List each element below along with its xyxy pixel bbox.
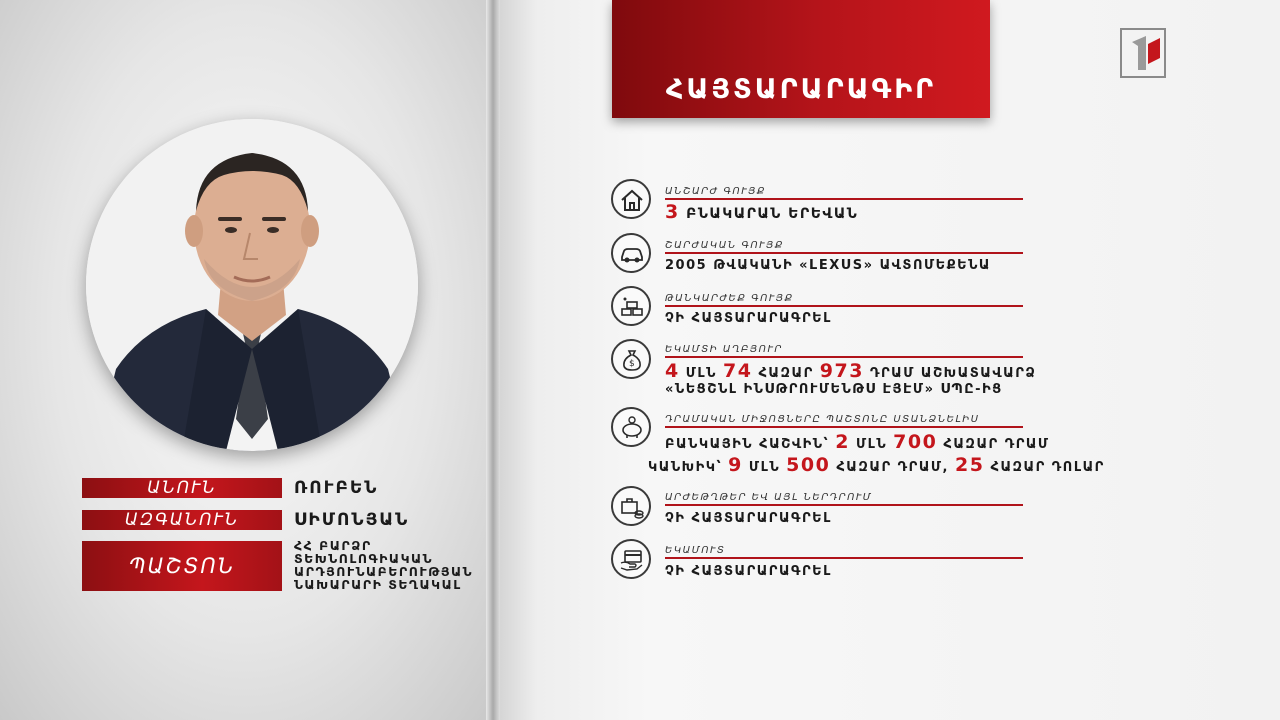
- value-text: ՀԱԶԱՐ ԴՐԱՄ: [937, 437, 1050, 452]
- item-divider: [665, 252, 1023, 254]
- value-text: ՀԱԶԱՐ ԴՈԼԱՐ: [984, 460, 1105, 475]
- item-label: ԱՐԺԵԹՂԹԵՐ ԵՎ ԱՅԼ ՆԵՐԴՐՈՒՄ: [665, 492, 873, 503]
- surname-value: ՍԻՄՈՆՅԱՆ: [294, 510, 410, 530]
- position-value: [294, 539, 473, 591]
- item-label: ԵԿԱՄՏԻ ԱՂԲՅՈՒՐ: [665, 344, 783, 355]
- value-text: ԿԱՆԽԻԿ՝: [648, 460, 729, 475]
- item-divider: [665, 504, 1023, 506]
- value-number: 500: [786, 454, 831, 476]
- item-label: ԱՆՇԱՐԺ ԳՈՒՅՔ: [665, 186, 766, 197]
- value-number: 25: [955, 454, 985, 476]
- value-number: 9: [728, 454, 743, 476]
- value-text: ՀԱԶԱՐ ԴՐԱՄ,: [830, 460, 955, 475]
- value-number: 2: [835, 431, 850, 453]
- page-fold: [486, 0, 500, 720]
- svg-text:$: $: [629, 359, 635, 369]
- name-label: ԱՆՈՒՆ: [82, 478, 282, 498]
- item-value: [665, 431, 1050, 453]
- value-text: ԲԱՆԿԱՅԻՆ ՀԱՇՎԻՆ՝: [665, 437, 836, 452]
- piggy-bank-icon: [611, 407, 651, 447]
- value-text: ԲՆԱԿԱՐԱՆ ԵՐԵՎԱՆ: [679, 206, 859, 222]
- briefcase-coins-icon: [611, 486, 651, 526]
- item-label: ԹԱՆԿԱՐԺԵՔ ԳՈՒՅՔ: [665, 293, 794, 304]
- portrait-photo: [86, 119, 418, 451]
- item-divider: [665, 198, 1023, 200]
- item-label: ՇԱՐԺԱԿԱՆ ԳՈՒՅՔ: [665, 240, 784, 251]
- card-hand-icon: [611, 539, 651, 579]
- item-value: ՉԻ ՀԱՅՏԱՐԱՐԱԳՐԵԼ: [665, 311, 832, 326]
- value-text: ՄԼՆ: [679, 366, 723, 381]
- gold-bars-icon: [611, 286, 651, 326]
- item-value-line2: [648, 454, 1105, 476]
- item-value-line2: «ՆԵՑՇՆԼ ԻՆՍԹՐՈՒՄԵՆԹՍ ԷՅԷՄ» ՍՊԸ-ԻՑ: [665, 382, 1003, 397]
- item-label: ԵԿԱՄՈՒՏ: [665, 545, 726, 556]
- value-number: 74: [722, 360, 753, 382]
- position-line: ԱՐԴՅՈՒՆԱԲԵՐՈՒԹՅԱՆ: [294, 564, 474, 579]
- item-label: ԴՐԱՄԱԿԱՆ ՄԻՋՈՑՆԵՐԸ ՊԱՇՏՈՆԸ ՍՏԱՆՁՆԵԼԻՍ: [665, 414, 980, 425]
- item-divider: [665, 557, 1023, 559]
- item-value: [665, 360, 1036, 382]
- item-divider: [665, 426, 1023, 428]
- value-number: 3: [665, 201, 680, 223]
- name-value: ՌՈՒԲԵՆ: [294, 478, 379, 498]
- value-number: 4: [665, 360, 680, 382]
- value-number: 700: [893, 431, 938, 453]
- item-value: ՉԻ ՀԱՅՏԱՐԱՐԱԳՐԵԼ: [665, 564, 832, 579]
- value-text: ՄԼՆ: [742, 460, 787, 475]
- position-line: ՆԱԽԱՐԱՐԻ ՏԵՂԱԿԱԼ: [294, 577, 462, 592]
- position-label: ՊԱՇՏՈՆ: [82, 541, 282, 591]
- money-bag-icon: [611, 339, 651, 379]
- item-divider: [665, 356, 1023, 358]
- item-value: ՉԻ ՀԱՅՏԱՐԱՐԱԳՐԵԼ: [665, 511, 832, 526]
- position-line: ՏԵԽՆՈԼՈԳԻԱԿԱՆ: [294, 551, 434, 566]
- value-text: ՀԱԶԱՐ: [752, 366, 820, 381]
- page-title: ՀԱՅՏԱՐԱՐԱԳԻՐ: [665, 74, 937, 105]
- value-text: ՄԼՆ: [849, 437, 894, 452]
- value-number: 973: [819, 360, 864, 382]
- item-value: [665, 201, 858, 223]
- house-icon: [611, 179, 651, 219]
- value-text: ԴՐԱՄ ԱՇԽԱՏԱՎԱՐՁ: [863, 366, 1037, 381]
- item-value: 2005 ԹՎԱԿԱՆԻ «LEXUS» ԱՎՏՈՄԵՔԵՆԱ: [665, 258, 991, 273]
- channel-logo: [1120, 28, 1166, 78]
- car-icon: [611, 233, 651, 273]
- position-line: ՀՀ ԲԱՐՁՐ: [294, 538, 372, 553]
- surname-label: ԱԶԳԱՆՈՒՆ: [82, 510, 282, 530]
- item-divider: [665, 305, 1023, 307]
